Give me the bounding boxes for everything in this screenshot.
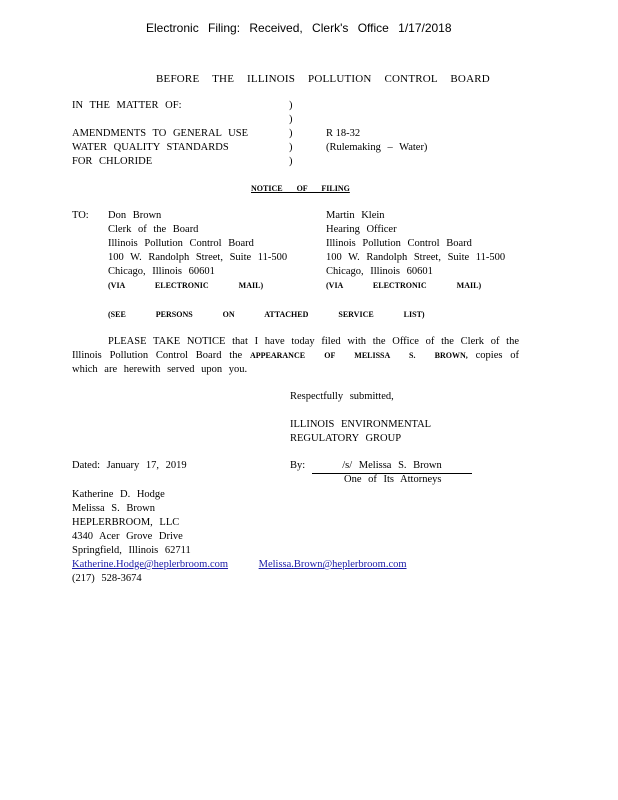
attorney-line: 4340 Acer Grove Drive [72,531,183,542]
to-label: TO: [72,210,89,221]
signer-role: One of Its Attorneys [344,474,442,485]
email-link-brown[interactable]: Melissa.Brown@heplerbroom.com [258,559,407,570]
notice-text: copies of which are herewith served upon you. [72,350,520,375]
in-the-matter-label: IN THE MATTER OF: [72,100,182,111]
matter-line-1: AMENDMENTS TO GENERAL USE [72,128,249,139]
caption-paren: ) [289,156,293,167]
notice-title: NOTICE OF FILING [251,184,350,193]
caption-paren: ) [289,142,293,153]
attorney-line: Katherine D. Hodge [72,489,165,500]
matter-line-2: WATER QUALITY STANDARDS [72,142,229,153]
board-title: BEFORE THE ILLINOIS POLLUTION CONTROL BOARD [156,73,490,85]
by-label: By: [290,460,306,471]
org-line: REGULATORY GROUP [290,433,402,444]
service-list-note: (SEE PERSONS ON ATTACHED SERVICE LIST) [108,310,425,319]
caption-paren: ) [289,100,293,111]
recipient-line: Don Brown [108,210,162,221]
recipient-line: Chicago, Illinois 60601 [108,266,215,277]
caption-paren: ) [289,114,293,125]
recipient-line: 100 W. Randolph Street, Suite 11-500 [326,252,506,263]
matter-line-3: FOR CHLORIDE [72,156,153,167]
recipient-block [326,209,505,293]
recipient-line: 100 W. Randolph Street, Suite 11-500 [108,252,288,263]
phone-number: (217) 528-3674 [72,573,142,584]
notice-paragraph [72,335,519,377]
filing-stamp: Electronic Filing: Received, Clerk's Office 1/17/2018 [146,21,452,35]
email-link-hodge[interactable]: Katherine.Hodge@heplerbroom.com [72,559,229,570]
attorney-line: Springfield, Illinois 62711 [72,545,191,556]
caption-paren: ) [289,128,293,139]
via-email-note: (VIA ELECTRONIC MAIL) [108,281,264,290]
attorney-line: Melissa S. Brown [72,503,155,514]
docket-number: R 18-32 [326,128,361,139]
recipient-line: Martin Klein [326,210,385,221]
attorney-line: HEPLERBROOM, LLC [72,517,180,528]
recipient-line: Clerk of the Board [108,224,199,235]
notice-document-title: APPEARANCE OF MELISSA S. BROWN, [249,351,468,360]
recipient-line: Chicago, Illinois 60601 [326,266,433,277]
attorney-block [72,488,429,586]
recipient-line: Illinois Pollution Control Board [326,238,472,249]
dated-line: Dated: January 17, 2019 [72,460,187,471]
docket-type: (Rulemaking – Water) [326,142,428,153]
recipient-line: Illinois Pollution Control Board [108,238,254,249]
signature-line: /s/ Melissa S. Brown [312,460,472,474]
closing: Respectfully submitted, [290,391,394,402]
recipient-block [108,209,287,293]
recipient-line: Hearing Officer [326,224,397,235]
via-email-note: (VIA ELECTRONIC MAIL) [326,281,482,290]
org-line: ILLINOIS ENVIRONMENTAL [290,419,432,430]
notice-text: PLEASE TAKE NOTICE that I have today filed with the Office of the Clerk of the Illinois Pollution Control Board the [72,336,519,361]
